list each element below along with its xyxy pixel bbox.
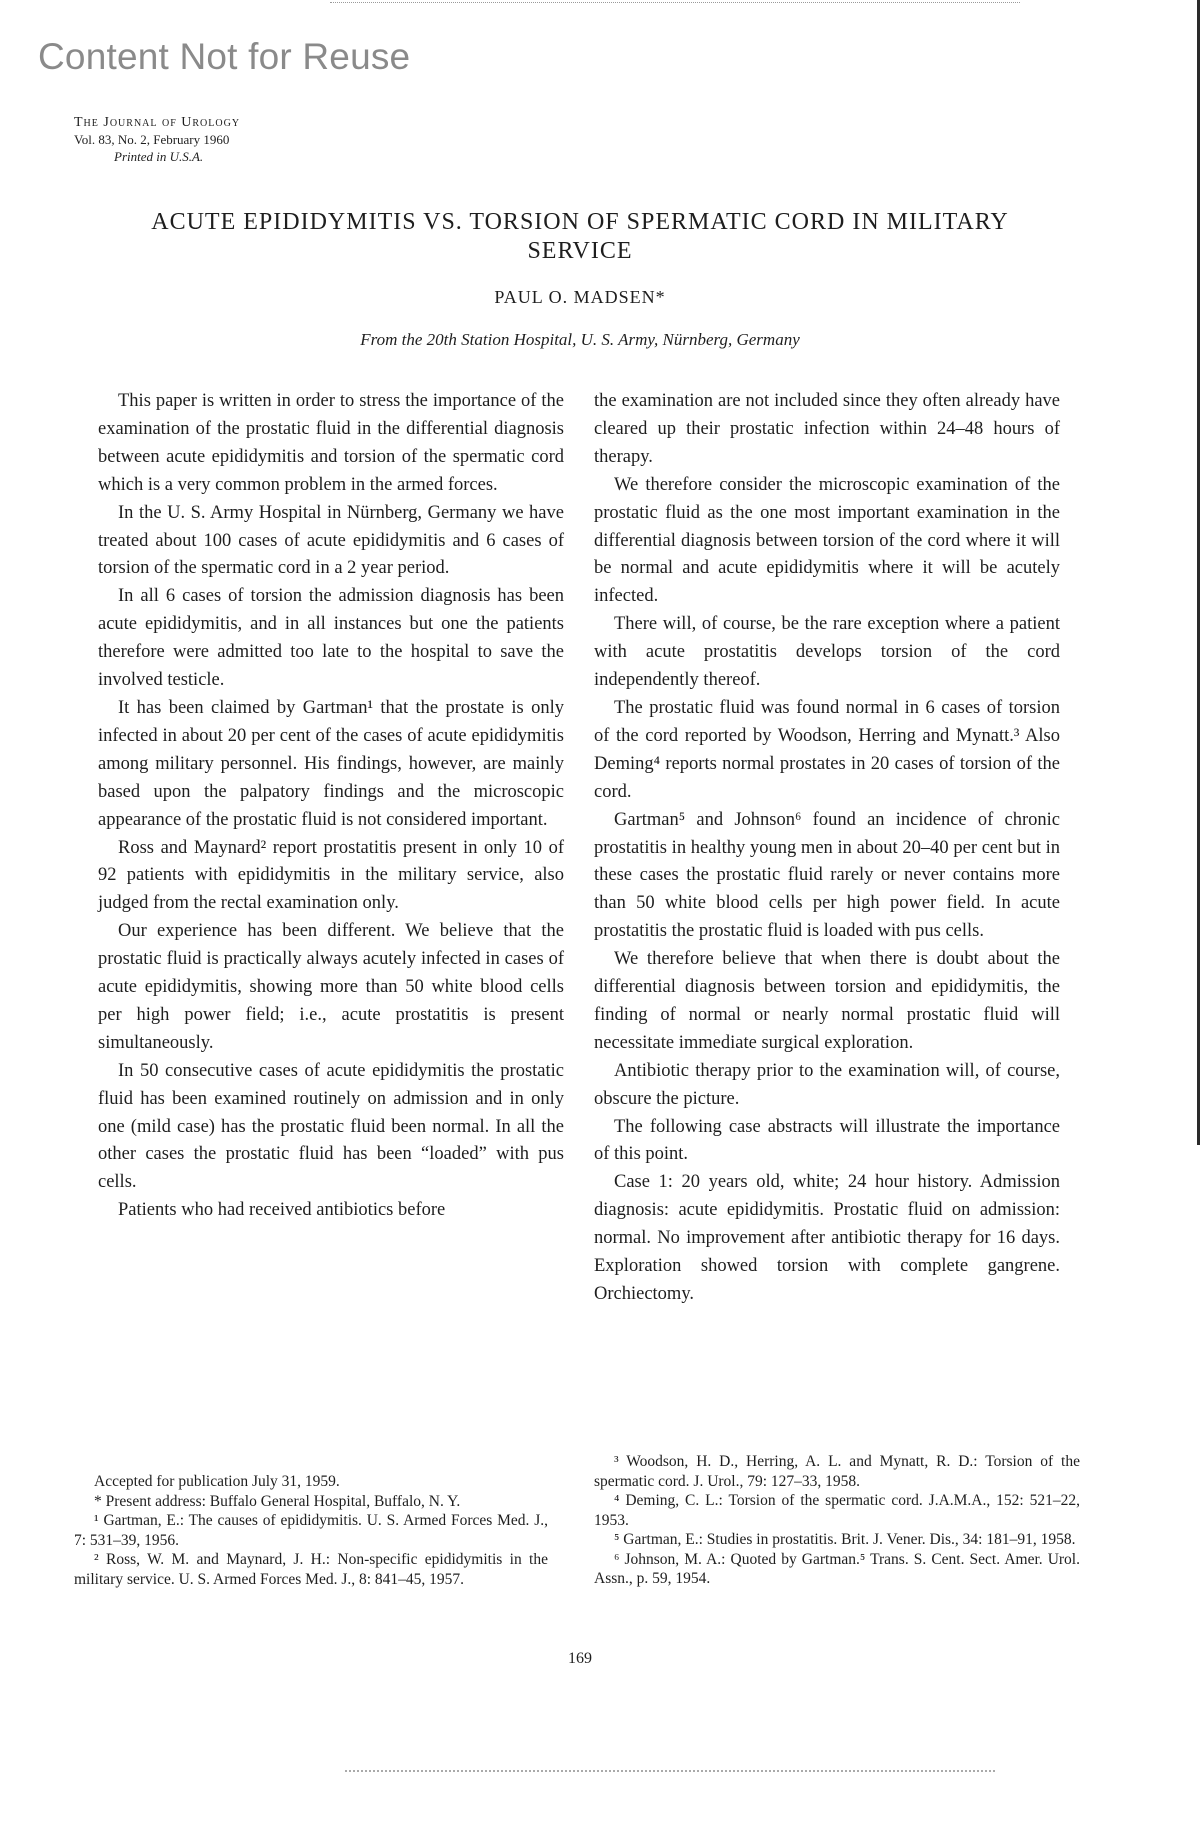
paragraph: This paper is written in order to stress the importance of the examination of the prostatic fluid in the differential diagnosis between acute epididymitis and torsion of the spermatic cord which is a very common problem in the armed forces. [98, 391, 564, 495]
footnote: ¹ Gartman, E.: The causes of epididymitis. U. S. Armed Forces Med. J., 7: 531–39, 1956. [74, 1512, 548, 1549]
paragraph: Case 1: 20 years old, white; 24 hour history. Admission diagnosis: acute epididymitis. Prostatic fluid on admission: normal. No improvement after antibiotic therapy for 16 days. Exploration showed torsion with complete gangrene. Orchiectomy. [594, 1172, 1060, 1304]
paragraph: In all 6 cases of torsion the admission diagnosis has been acute epididymitis, and in all instances but one the patients therefore were admitted too late to the hospital to save the involved testicle. [98, 586, 564, 691]
body-column-right [594, 388, 1060, 1309]
footnote: ⁴ Deming, C. L.: Torsion of the spermatic cord. J.A.M.A., 152: 521–22, 1953. [594, 1492, 1080, 1529]
watermark: Content Not for Reuse [38, 36, 411, 77]
paragraph: In 50 consecutive cases of acute epididymitis the prostatic fluid has been examined routinely on admission and in only one (mild case) has the prostatic fluid been normal. In all the other cases the prostatic fluid has been “loaded” with pus cells. [98, 1060, 564, 1193]
article-author: PAUL O. MADSEN* [494, 287, 666, 307]
footnote: ² Ross, W. M. and Maynard, J. H.: Non-specific epididymitis in the military service. U. S. Armed Forces Med. J., 8: 841–45, 1957. [74, 1551, 548, 1588]
paragraph-continued: the examination are not included since they often already have cleared up their prostatic infection within 24–48 hours of therapy. [594, 391, 1060, 467]
footnote: * Present address: Buffalo General Hospital, Buffalo, N. Y. [94, 1492, 461, 1510]
scan-artifact-bottom [345, 1770, 995, 1772]
paragraph: Gartman⁵ and Johnson⁶ found an incidence of chronic prostatitis in healthy young men in about 20–40 per cent but in these cases the prostatic fluid rarely or never contains more than 50 white blood cells per high power field. In acute prostatitis the prostatic fluid is loaded with pus cells. [594, 809, 1060, 942]
footnote: ³ Woodson, H. D., Herring, A. L. and Mynatt, R. D.: Torsion of the spermatic cord. J. Urol., 79: 127–33, 1958. [594, 1453, 1080, 1490]
paragraph: We therefore believe that when there is doubt about the differential diagnosis between torsion and epididymitis, the finding of normal or nearly normal prostatic fluid will necessitate immediate surgical exploration. [594, 949, 1060, 1053]
footnote: ⁶ Johnson, M. A.: Quoted by Gartman.⁵ Trans. S. Cent. Sect. Amer. Urol. Assn., p. 59, 1954. [594, 1550, 1080, 1587]
scan-artifact-top [330, 2, 1020, 3]
page-number: 169 [568, 1650, 592, 1667]
journal-header [74, 114, 240, 165]
journal-printed-in: Printed in U.S.A. [114, 149, 204, 164]
article-affiliation: From the 20th Station Hospital, U. S. Army, Nürnberg, Germany [360, 330, 800, 349]
paragraph: There will, of course, be the rare exception where a patient with acute prostatitis develops torsion of the cord independently thereof. [594, 614, 1060, 691]
paragraph: In the U. S. Army Hospital in Nürnberg, Germany we have treated about 100 cases of acute epididymitis and 6 cases of torsion of the spermatic cord in a 2 year period. [98, 502, 564, 579]
journal-volume: Vol. 83, No. 2, February 1960 [74, 132, 230, 147]
footnote-received-date: Accepted for publication July 31, 1959. [94, 1473, 340, 1490]
paragraph: We therefore consider the microscopic examination of the prostatic fluid as the one most important examination in the differential diagnosis between torsion of the cord where it will be normal and acute epididymitis where it will be acutely infected. [594, 474, 1060, 607]
paragraph: The following case abstracts will illustrate the importance of this point. [594, 1116, 1060, 1165]
paragraph: Our experience has been different. We believe that the prostatic fluid is practically always acutely infected in cases of acute epididymitis, showing more than 50 white blood cells per high power field; i.e., acute prostatitis is present simultaneously. [98, 921, 564, 1053]
footnote: ⁵ Gartman, E.: Studies in prostatitis. Brit. J. Vener. Dis., 34: 181–91, 1958. [614, 1531, 1076, 1548]
paragraph: Ross and Maynard² report prostatitis present in only 10 of 92 patients with epididymitis in the military service, also judged from the rectal examination only. [98, 837, 564, 914]
paragraph: Patients who had received antibiotics before [118, 1200, 446, 1221]
footnotes-left [74, 1472, 548, 1589]
article-title: ACUTE EPIDIDYMITIS VS. TORSION OF SPERMATIC CORD IN MILITARY SERVICE [151, 209, 1009, 264]
paragraph: It has been claimed by Gartman¹ that the prostate is only infected in about 20 per cent of the cases of acute epididymitis among military personnel. His findings, however, are mainly based upon the palpatory findings and the microscopic appearance of the prostatic fluid is not considered important. [98, 697, 564, 830]
journal-name: The Journal of Urology [74, 115, 241, 130]
body-column-left [98, 388, 564, 1225]
paragraph: The prostatic fluid was found normal in 6 cases of torsion of the cord reported by Woodson, Herring and Mynatt.³ Also Deming⁴ reports normal prostates in 20 cases of torsion of the cord. [594, 697, 1060, 802]
footnotes-right [594, 1452, 1080, 1589]
paragraph: Antibiotic therapy prior to the examination will, of course, obscure the picture. [594, 1060, 1060, 1109]
